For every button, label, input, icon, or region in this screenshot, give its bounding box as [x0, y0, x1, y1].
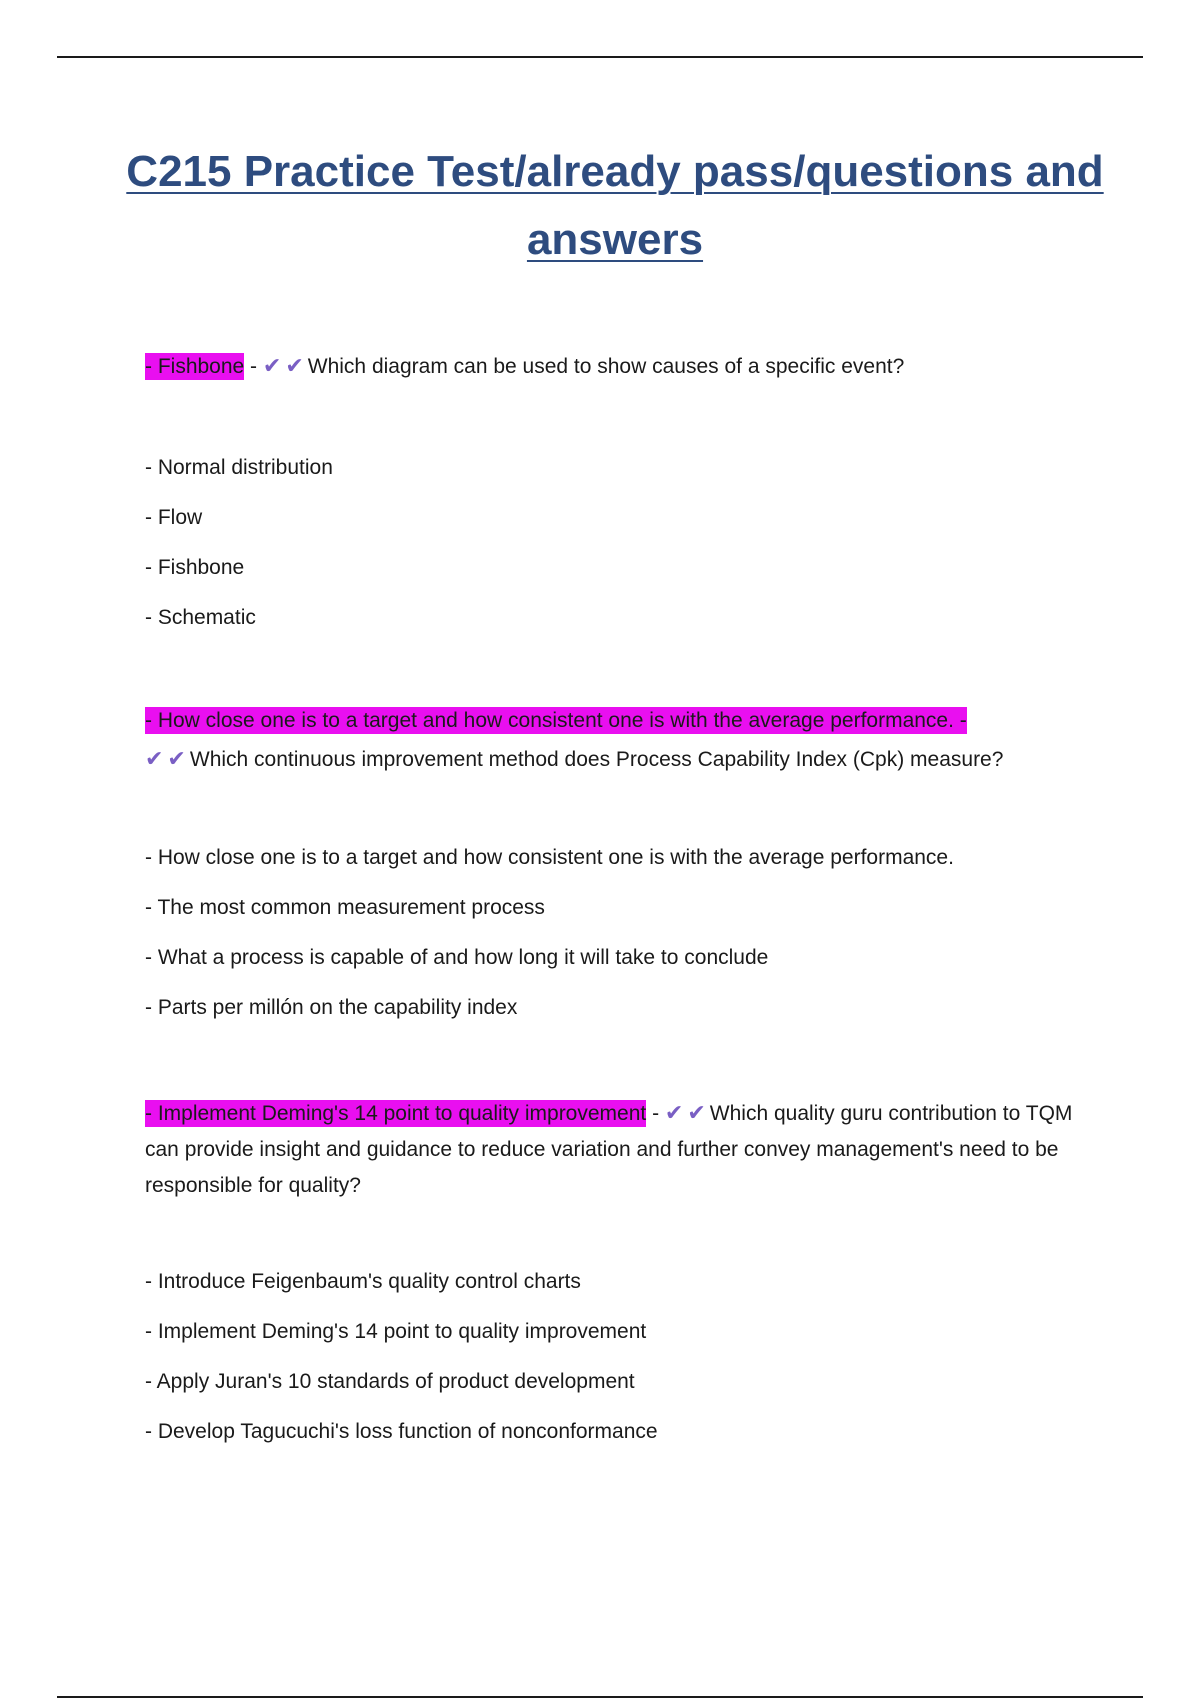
double-check-icon: ✔✔ — [664, 1100, 710, 1125]
question-text: Which diagram can be used to show causes of a specific event? — [307, 355, 905, 378]
option-item: - How close one is to a target and how consistent one is with the average performance. — [145, 846, 954, 869]
question-block-1 — [145, 348, 1090, 385]
page-title: C215 Practice Test/already pass/questions and answers — [126, 147, 1104, 264]
double-check-icon: ✔✔ — [262, 353, 308, 378]
highlighted-answer: - Implement Deming's 14 point to quality improvement — [145, 1102, 647, 1125]
option-item: - Schematic — [145, 606, 256, 629]
double-check-icon: ✔✔ — [145, 746, 190, 771]
question-text: Which quality guru contribution to TQM can provide insight and guidance to reduce variation and further convey management's need to be responsible for quality? — [145, 1102, 1073, 1197]
top-rule — [57, 56, 1143, 58]
answer-separator: - — [244, 355, 263, 378]
option-item: - Fishbone — [145, 556, 245, 579]
highlighted-answer: - Fishbone — [145, 355, 245, 378]
option-item: - Flow — [145, 506, 203, 529]
bottom-rule — [57, 1696, 1143, 1698]
highlighted-answer: - How close one is to a target and how consistent one is with the average performance. - — [145, 709, 967, 732]
question-block-2 — [145, 702, 1090, 779]
answer-separator: - — [646, 1102, 665, 1125]
question-text: Which continuous improvement method does Process Capability Index (Cpk) measure? — [189, 748, 1004, 771]
option-item: - Normal distribution — [145, 456, 333, 479]
option-item: - Apply Juran's 10 standards of product development — [145, 1370, 635, 1393]
option-item: - The most common measurement process — [145, 896, 545, 919]
option-item: - Implement Deming's 14 point to quality improvement — [145, 1320, 647, 1343]
option-item: - Introduce Feigenbaum's quality control charts — [145, 1270, 581, 1293]
question-block-3 — [145, 1095, 1090, 1204]
option-item: - What a process is capable of and how long it will take to conclude — [145, 946, 769, 969]
option-item: - Parts per millón on the capability index — [145, 996, 518, 1019]
option-item: - Develop Tagucuchi's loss function of nonconformance — [145, 1420, 658, 1443]
